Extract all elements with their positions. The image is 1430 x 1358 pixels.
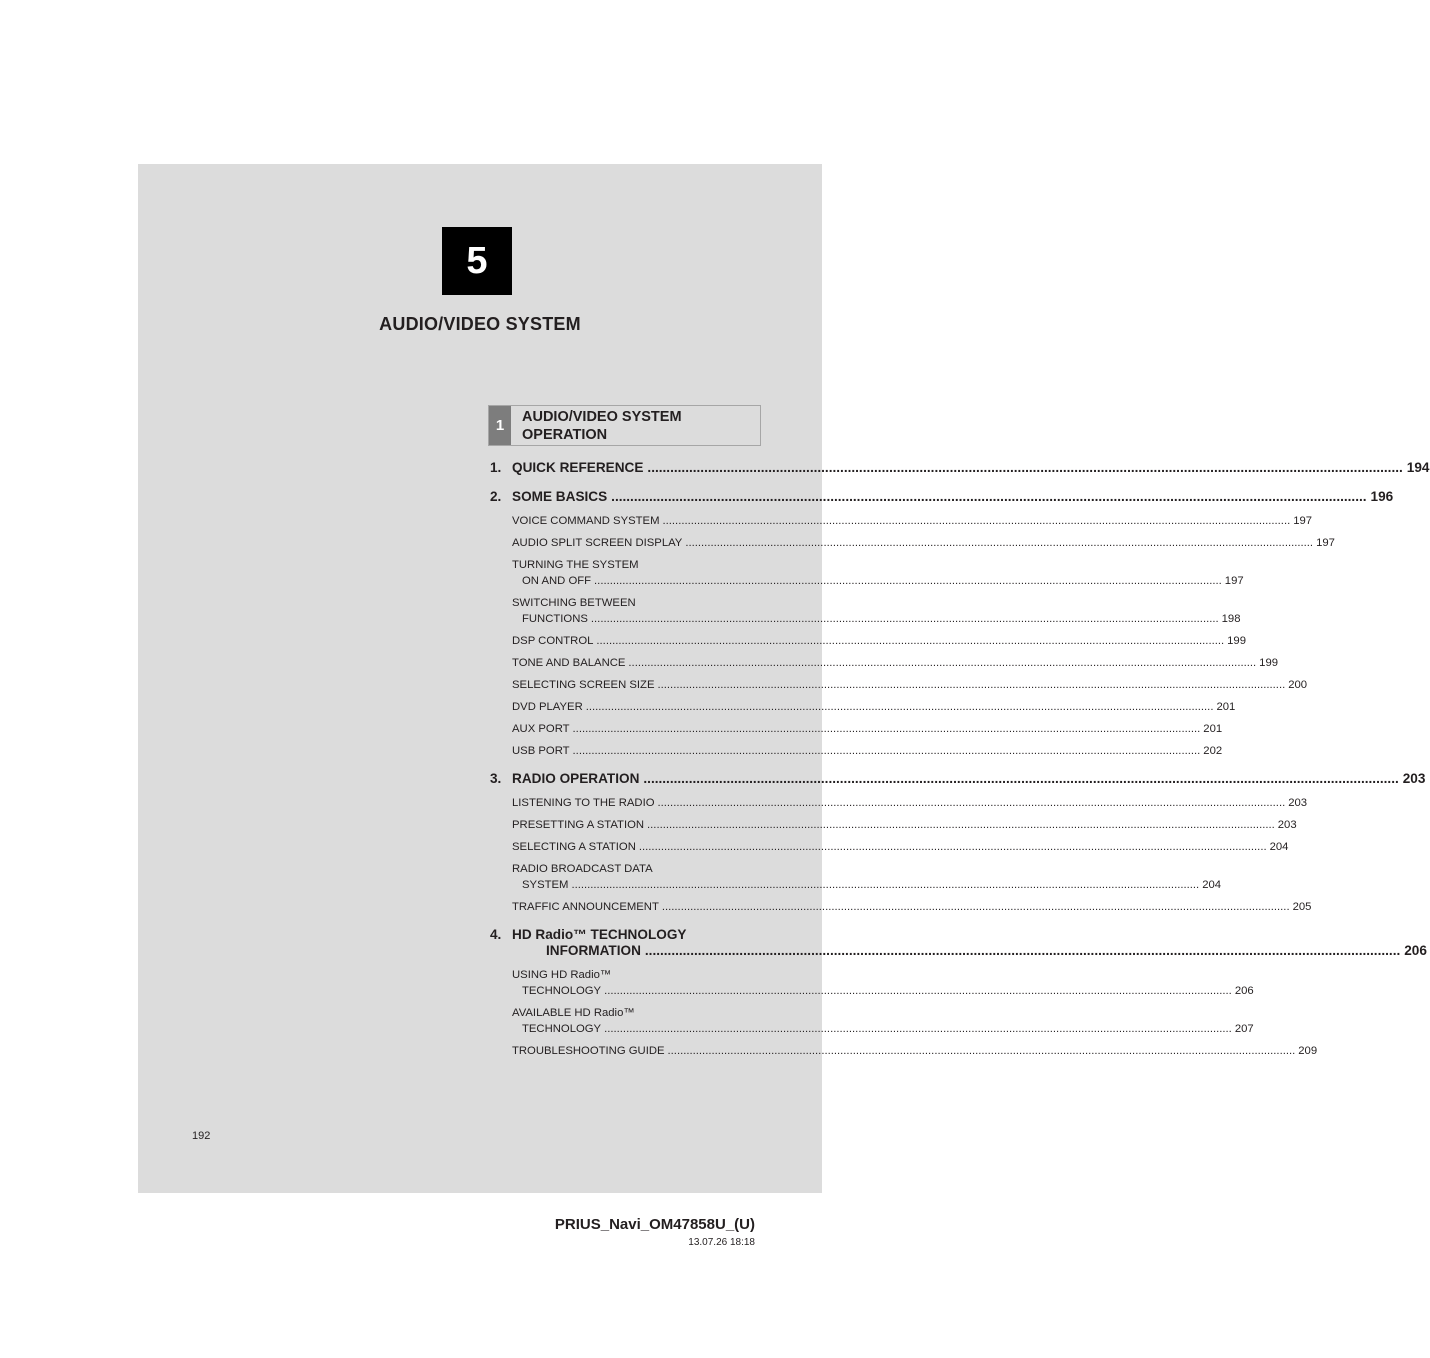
footer-document-code: PRIUS_Navi_OM47858U_(U) bbox=[554, 1216, 755, 1233]
toc-leader-dots: ........................................................................................................................................................................................................ bbox=[657, 797, 1286, 809]
toc-leader-dots: ........................................................................................................................................................................................................ bbox=[628, 657, 1257, 669]
toc-chapter-entry bbox=[490, 489, 1394, 759]
toc-sub-title-cont: ON AND OFF bbox=[522, 575, 592, 587]
toc-sub-page: 200 bbox=[1288, 679, 1308, 691]
toc-leader-dots: ........................................................................................................................................................................................................ bbox=[667, 1045, 1296, 1057]
toc-chapter-entry bbox=[490, 771, 1426, 915]
toc-sub-title: SELECTING A STATION bbox=[512, 841, 636, 853]
table-of-contents bbox=[490, 460, 1430, 1065]
toc-leader-dots: ........................................................................................................................................................................................................ bbox=[571, 879, 1200, 891]
toc-sub-entry[interactable] bbox=[512, 1043, 1318, 1059]
toc-leader-dots: ........................................................................................................................................................................................................ bbox=[647, 819, 1275, 831]
section-title-line2: OPERATION bbox=[522, 427, 608, 443]
chapter-number-box bbox=[442, 227, 512, 295]
toc-entry-title-cont: INFORMATION bbox=[546, 943, 641, 958]
toc-sub-title-cont: FUNCTIONS bbox=[522, 613, 588, 625]
toc-entry-title: HD Radio™ TECHNOLOGY bbox=[512, 927, 687, 942]
toc-sub-title: USING HD Radio™ bbox=[512, 969, 612, 981]
toc-entry-number: 3. bbox=[490, 771, 502, 786]
toc-leader-dots: ........................................................................................................................................................................................................ bbox=[604, 985, 1232, 997]
toc-sub-entry[interactable] bbox=[512, 655, 1279, 671]
toc-sub-title: SELECTING SCREEN SIZE bbox=[512, 679, 655, 691]
toc-sub-entry[interactable] bbox=[512, 899, 1312, 915]
toc-entry-page: 196 bbox=[1370, 489, 1394, 504]
toc-leader-dots: ........................................................................................................................................................................................................ bbox=[685, 537, 1314, 549]
toc-sub-page: 204 bbox=[1202, 879, 1222, 891]
footer-timestamp: 13.07.26 18:18 bbox=[688, 1237, 755, 1248]
toc-sub-entry[interactable] bbox=[512, 633, 1246, 649]
toc-sub-title: PRESETTING A STATION bbox=[512, 819, 645, 831]
toc-sub-page: 199 bbox=[1227, 635, 1246, 647]
toc-leader-dots: ........................................................................................................................................................................................................ bbox=[662, 515, 1291, 527]
toc-chapter-entry bbox=[490, 927, 1427, 1059]
toc-sub-page: 206 bbox=[1234, 985, 1254, 997]
toc-sub-entry[interactable] bbox=[512, 1005, 1254, 1037]
toc-sub-entry[interactable] bbox=[512, 743, 1223, 759]
toc-leader-dots: ........................................................................................................................................................................................................ bbox=[643, 771, 1399, 786]
toc-sub-title: DSP CONTROL bbox=[512, 635, 594, 647]
toc-leader-dots: ........................................................................................................................................................................................................ bbox=[572, 723, 1201, 735]
toc-sub-entry[interactable] bbox=[512, 839, 1289, 855]
toc-sub-page: 205 bbox=[1292, 901, 1312, 913]
toc-leader-dots: ........................................................................................................................................................................................................ bbox=[647, 460, 1403, 475]
toc-sub-entry[interactable] bbox=[512, 861, 1222, 893]
toc-sub-page: 201 bbox=[1216, 701, 1236, 713]
toc-sub-entry[interactable] bbox=[512, 699, 1236, 715]
toc-leader-dots: ........................................................................................................................................................................................................ bbox=[611, 489, 1367, 504]
toc-sub-page: 197 bbox=[1293, 515, 1313, 527]
toc-sub-entry[interactable] bbox=[512, 557, 1244, 589]
section-title-line1: AUDIO/VIDEO SYSTEM bbox=[522, 409, 682, 425]
toc-leader-dots: ........................................................................................................................................................................................................ bbox=[572, 745, 1201, 757]
toc-leader-dots: ........................................................................................................................................................................................................ bbox=[638, 841, 1267, 853]
toc-sub-page: 203 bbox=[1277, 819, 1297, 831]
toc-sub-title: TURNING THE SYSTEM bbox=[512, 559, 639, 571]
toc-sub-title-cont: TECHNOLOGY bbox=[522, 1023, 602, 1035]
toc-entry-number: 4. bbox=[490, 927, 502, 942]
toc-entry-number: 1. bbox=[490, 460, 502, 475]
toc-sub-title-cont: TECHNOLOGY bbox=[522, 985, 602, 997]
toc-entry-title: SOME BASICS bbox=[512, 489, 608, 504]
toc-sub-page: 202 bbox=[1203, 745, 1223, 757]
toc-sub-title: DVD PLAYER bbox=[512, 701, 583, 713]
toc-entry-page: 194 bbox=[1406, 460, 1430, 475]
toc-sub-entry[interactable] bbox=[512, 721, 1223, 737]
section-number: 1 bbox=[489, 406, 511, 445]
toc-leader-dots: ........................................................................................................................................................................................................ bbox=[604, 1023, 1232, 1035]
toc-chapter-entry bbox=[490, 460, 1430, 475]
toc-leader-dots: ........................................................................................................................................................................................................ bbox=[657, 679, 1286, 691]
toc-sub-entry[interactable] bbox=[512, 795, 1308, 811]
toc-main-entry[interactable] bbox=[490, 771, 1426, 786]
toc-sub-page: 209 bbox=[1298, 1045, 1318, 1057]
toc-leader-dots: ........................................................................................................................................................................................................ bbox=[594, 575, 1222, 587]
toc-entry-number: 2. bbox=[490, 489, 502, 504]
toc-sub-title: USB PORT bbox=[512, 745, 570, 757]
toc-sub-entry[interactable] bbox=[512, 513, 1313, 529]
toc-sub-title: AUDIO SPLIT SCREEN DISPLAY bbox=[512, 537, 683, 549]
toc-leader-dots: ........................................................................................................................................................................................................ bbox=[585, 701, 1214, 713]
toc-leader-dots: ........................................................................................................................................................................................................ bbox=[644, 943, 1401, 958]
page-number: 192 bbox=[192, 1130, 211, 1142]
toc-sub-title-cont: SYSTEM bbox=[522, 879, 569, 891]
toc-sub-page: 204 bbox=[1269, 841, 1289, 853]
chapter-title: AUDIO/VIDEO SYSTEM bbox=[379, 314, 581, 334]
section-header bbox=[488, 405, 761, 446]
toc-sub-title: TRAFFIC ANNOUNCEMENT bbox=[512, 901, 659, 913]
toc-sub-page: 197 bbox=[1224, 575, 1244, 587]
toc-sub-entry[interactable] bbox=[512, 535, 1335, 551]
toc-sub-page: 203 bbox=[1288, 797, 1308, 809]
toc-sub-title: SWITCHING BETWEEN bbox=[512, 597, 636, 609]
toc-entry-title: RADIO OPERATION bbox=[512, 771, 640, 786]
toc-sub-title: LISTENING TO THE RADIO bbox=[512, 797, 655, 809]
toc-sub-title: AVAILABLE HD Radio™ bbox=[512, 1007, 635, 1019]
toc-sub-entry[interactable] bbox=[512, 677, 1308, 693]
toc-sub-title: TROUBLESHOOTING GUIDE bbox=[512, 1045, 665, 1057]
toc-leader-dots: ........................................................................................................................................................................................................ bbox=[661, 901, 1290, 913]
toc-sub-title: VOICE COMMAND SYSTEM bbox=[512, 515, 660, 527]
toc-main-entry[interactable] bbox=[490, 460, 1430, 475]
toc-sub-title: TONE AND BALANCE bbox=[512, 657, 626, 669]
toc-sub-title: AUX PORT bbox=[512, 723, 570, 735]
toc-sub-entry[interactable] bbox=[512, 817, 1297, 833]
toc-leader-dots: ........................................................................................................................................................................................................ bbox=[596, 635, 1225, 647]
chapter-number: 5 bbox=[466, 239, 488, 282]
toc-sub-entry[interactable] bbox=[512, 595, 1241, 627]
toc-leader-dots: ........................................................................................................................................................................................................ bbox=[590, 613, 1219, 625]
toc-sub-page: 197 bbox=[1316, 537, 1335, 549]
toc-entry-page: 206 bbox=[1404, 943, 1427, 958]
toc-sub-title: RADIO BROADCAST DATA bbox=[512, 863, 653, 875]
toc-sub-page: 198 bbox=[1221, 613, 1241, 625]
toc-main-entry[interactable] bbox=[490, 489, 1394, 504]
section-title bbox=[522, 408, 682, 444]
toc-entry-title: QUICK REFERENCE bbox=[512, 460, 644, 475]
toc-entry-page: 203 bbox=[1402, 771, 1426, 786]
toc-sub-page: 199 bbox=[1259, 657, 1279, 669]
toc-sub-page: 201 bbox=[1203, 723, 1223, 735]
toc-sub-entry[interactable] bbox=[512, 967, 1254, 999]
toc-main-entry[interactable] bbox=[490, 927, 1427, 958]
toc-sub-page: 207 bbox=[1234, 1023, 1254, 1035]
